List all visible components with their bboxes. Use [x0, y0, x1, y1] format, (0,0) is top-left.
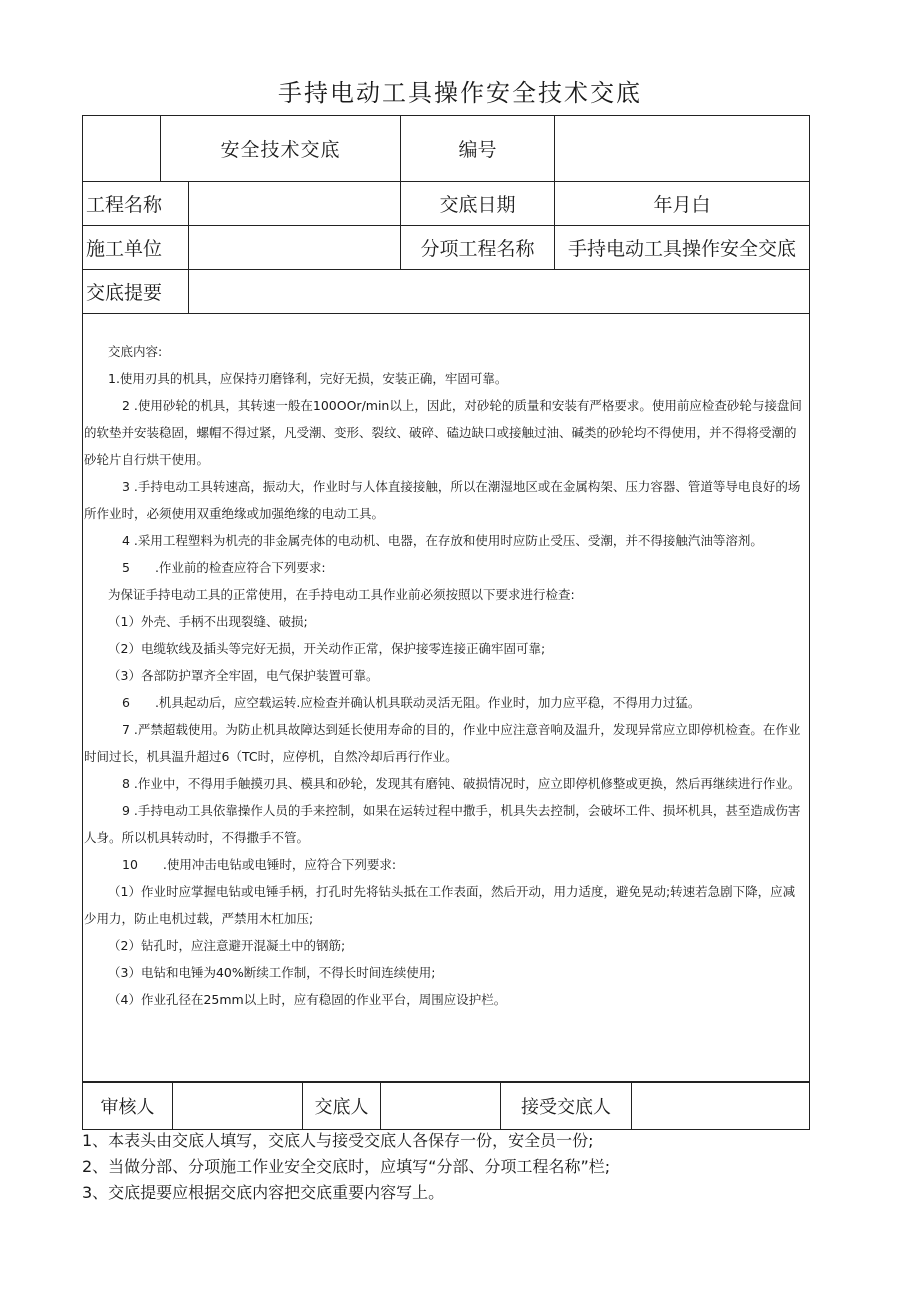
number-value-field[interactable] — [555, 116, 810, 182]
form-name: 安全技术交底 — [161, 116, 401, 182]
discloser-label: 交底人 — [303, 1082, 381, 1130]
content-paragraph: 10 .使用冲击电钻或电锤时，应符合下列要求: — [122, 857, 397, 872]
content-paragraph: 为保证手持电动工具的正常使用，在手持电动工具作业前必须按照以下要求进行检查: — [108, 587, 575, 602]
content-paragraph: 6 .机具起动后，应空载运转.应检查并确认机具联动灵活无阻。作业时，加力应平稳，不得用力过猛。 — [122, 695, 701, 710]
project-row — [83, 182, 810, 226]
header-row — [83, 116, 810, 182]
footnote: 2、当做分部、分项施工作业安全交底时，应填写“分部、分项工程名称”栏; — [82, 1157, 611, 1176]
content-paragraph: 2 .使用砂轮的机具，其转速一般在100OOr/min以上，因此，对砂轮的质量和安装有严格要求。使用前应检查砂轮与接盘间的软垫并安装稳固，螺帽不得过紧，凡受潮、变形、裂纹、破碎、磕边缺口或接触过油、碱类的砂轮均不得使用，并不得将受潮的砂轮片自行烘干使用。 — [84, 398, 802, 467]
content-paragraph: （1）外壳、手柄不出现裂缝、破损; — [108, 614, 308, 629]
content-paragraph: 1.使用刃具的机具，应保持刃磨锋利，完好无损，安装正确，牢固可靠。 — [108, 371, 508, 386]
unit-row — [83, 226, 810, 270]
content-paragraph: 4 .采用工程塑料为机壳的非金属壳体的电动机、电器，在存放和使用时应防止受压、受潮，并不得接触汽油等溶剂。 — [122, 533, 763, 548]
unit-field[interactable] — [189, 226, 401, 270]
sub-project-label: 分项工程名称 — [401, 226, 555, 270]
content-paragraph: （2）电缆软线及插头等完好无损，开关动作正常，保护接零连接正确牢固可靠; — [108, 641, 546, 656]
signature-table — [82, 1081, 810, 1130]
content-paragraph: 5 .作业前的检查应符合下列要求: — [122, 560, 326, 575]
footnote: 1、本表头由交底人填写，交底人与接受交底人各保存一份，安全员一份; — [82, 1131, 594, 1150]
disclosure-form — [82, 115, 810, 1083]
content-paragraph: （1）作业时应掌握电钻或电锤手柄，打孔时先将钻头抵在工作表面，然后开动，用力适度，避免晃动;转速若急剧下降，应减少用力，防止电机过载，严禁用木杠加压; — [84, 884, 796, 926]
number-label: 编号 — [401, 116, 555, 182]
content-row — [83, 314, 810, 1083]
discloser-field[interactable] — [381, 1082, 501, 1130]
summary-label: 交底提要 — [83, 270, 189, 314]
content-paragraph: 9 .手持电动工具依靠操作人员的手来控制，如果在运转过程中撒手，机具失去控制，会破坏工件、损坏机具，甚至造成伤害人身。所以机具转动时，不得撒手不管。 — [84, 803, 801, 845]
project-name-label: 工程名称 — [83, 182, 189, 226]
content-paragraph: （3）各部防护罩齐全牢固，电气保护装置可靠。 — [108, 668, 379, 683]
receiver-label: 接受交底人 — [501, 1082, 632, 1130]
blank-corner-cell — [83, 116, 161, 182]
unit-label: 施工单位 — [83, 226, 189, 270]
document-title: 手持电动工具操作安全技术交底 — [278, 79, 642, 107]
summary-row — [83, 270, 810, 314]
content-paragraph: （4）作业孔径在25mm以上时，应有稳固的作业平台，周围应设护栏。 — [108, 992, 507, 1007]
content-paragraph: 3 .手持电动工具转速高，振动大，作业时与人体直接接触，所以在潮湿地区或在金属构架、压力容器、管道等导电良好的场所作业时，必须使用双重绝缘或加强绝缘的电动工具。 — [84, 479, 801, 521]
signature-row — [83, 1082, 810, 1130]
content-paragraph: 7 .严禁超载使用。为防止机具故障达到延长使用寿命的目的，作业中应注意音响及温升，发现异常应立即停机检查。在作业时间过长，机具温升超过6（TC时，应停机，自然冷却后再行作业。 — [84, 722, 801, 764]
reviewer-field[interactable] — [173, 1082, 303, 1130]
content-heading: 交底内容: — [108, 344, 163, 359]
content-paragraph: （3）电钻和电锤为40%断续工作制，不得长时间连续使用; — [108, 965, 436, 980]
sub-project-field[interactable]: 手持电动工具操作安全交底 — [555, 226, 810, 270]
summary-field[interactable] — [189, 270, 810, 314]
date-field[interactable]: 年月白 — [555, 182, 810, 226]
content-paragraph: （2）钻孔时，应注意避开混凝土中的钢筋; — [108, 938, 346, 953]
date-label: 交底日期 — [401, 182, 555, 226]
footnote: 3、交底提要应根据交底内容把交底重要内容写上。 — [82, 1183, 445, 1202]
reviewer-label: 审核人 — [83, 1082, 173, 1130]
content-area — [83, 314, 810, 1083]
project-name-field[interactable] — [189, 182, 401, 226]
content-paragraph: 8 .作业中，不得用手触摸刃具、模具和砂轮，发现其有磨钝、破损情况时，应立即停机修整或更换，然后再继续进行作业。 — [122, 776, 801, 791]
footnotes — [82, 1128, 902, 1206]
receiver-field[interactable] — [632, 1082, 810, 1130]
